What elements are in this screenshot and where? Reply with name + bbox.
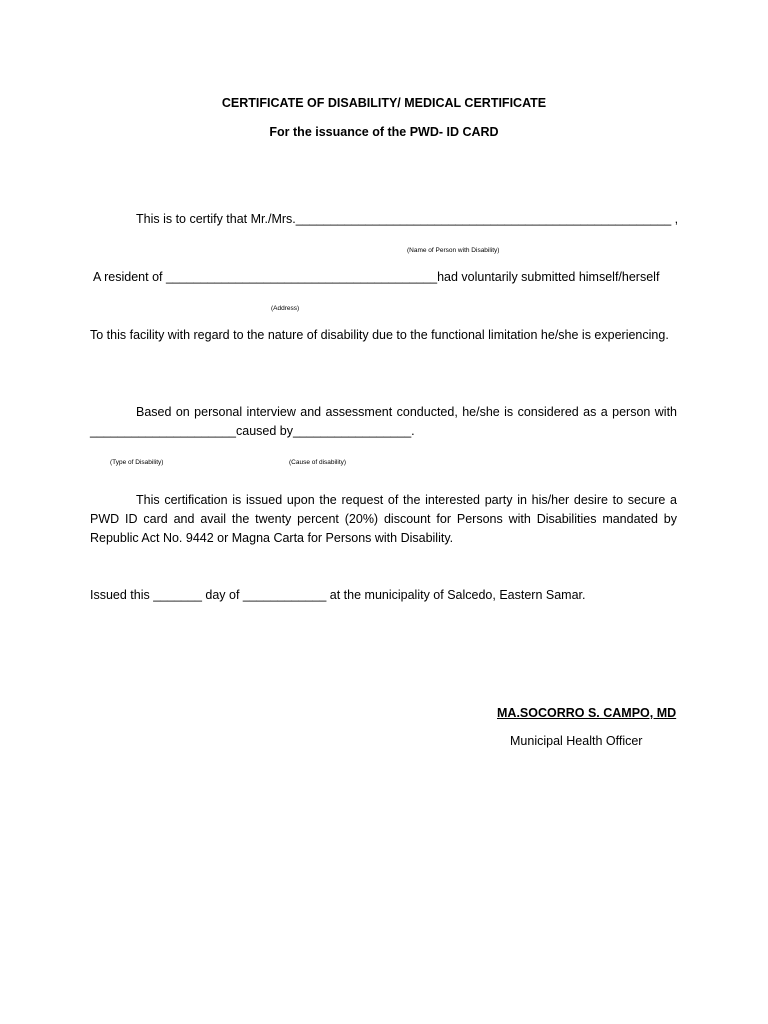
address-caption: (Address) (271, 305, 300, 312)
name-caption: (Name of Person with Disability) (407, 247, 500, 254)
cause-of-disability-caption: (Cause of disability) (289, 459, 347, 466)
signatory-name: MA.SOCORRO S. CAMPO, MD (497, 706, 677, 720)
document-title: CERTIFICATE OF DISABILITY/ MEDICAL CERTIFICATE (221, 96, 547, 110)
document-subtitle: For the issuance of the PWD- ID CARD (269, 125, 499, 139)
issued-line: Issued this _______ day of ____________ at the municipality of Salcedo, Eastern Samar. (90, 588, 586, 602)
facility-paragraph: To this facility with regard to the nature of disability due to the functional limitation he/she is experiencing. (90, 328, 669, 342)
signatory-position: Municipal Health Officer (510, 734, 643, 748)
resident-line: A resident of _______________________________________had voluntarily submitted himself/herself (93, 270, 660, 284)
certification-paragraph: This certification is issued upon the request of the interested party in his/her desire to secure a PWD ID card and avail the twenty percent (20%) discount for Persons with Disabilities mandated by Republic Act No. 9442 or Magna Carta for Persons with Disability. (90, 493, 677, 545)
type-of-disability-caption: (Type of Disability) (110, 459, 164, 466)
certify-line: This is to certify that Mr./Mrs.______________________________________________________ , (136, 212, 679, 226)
assessment-paragraph: Based on personal interview and assessment conducted, he/she is considered as a person with _____________________caused by_________________. (90, 405, 677, 438)
